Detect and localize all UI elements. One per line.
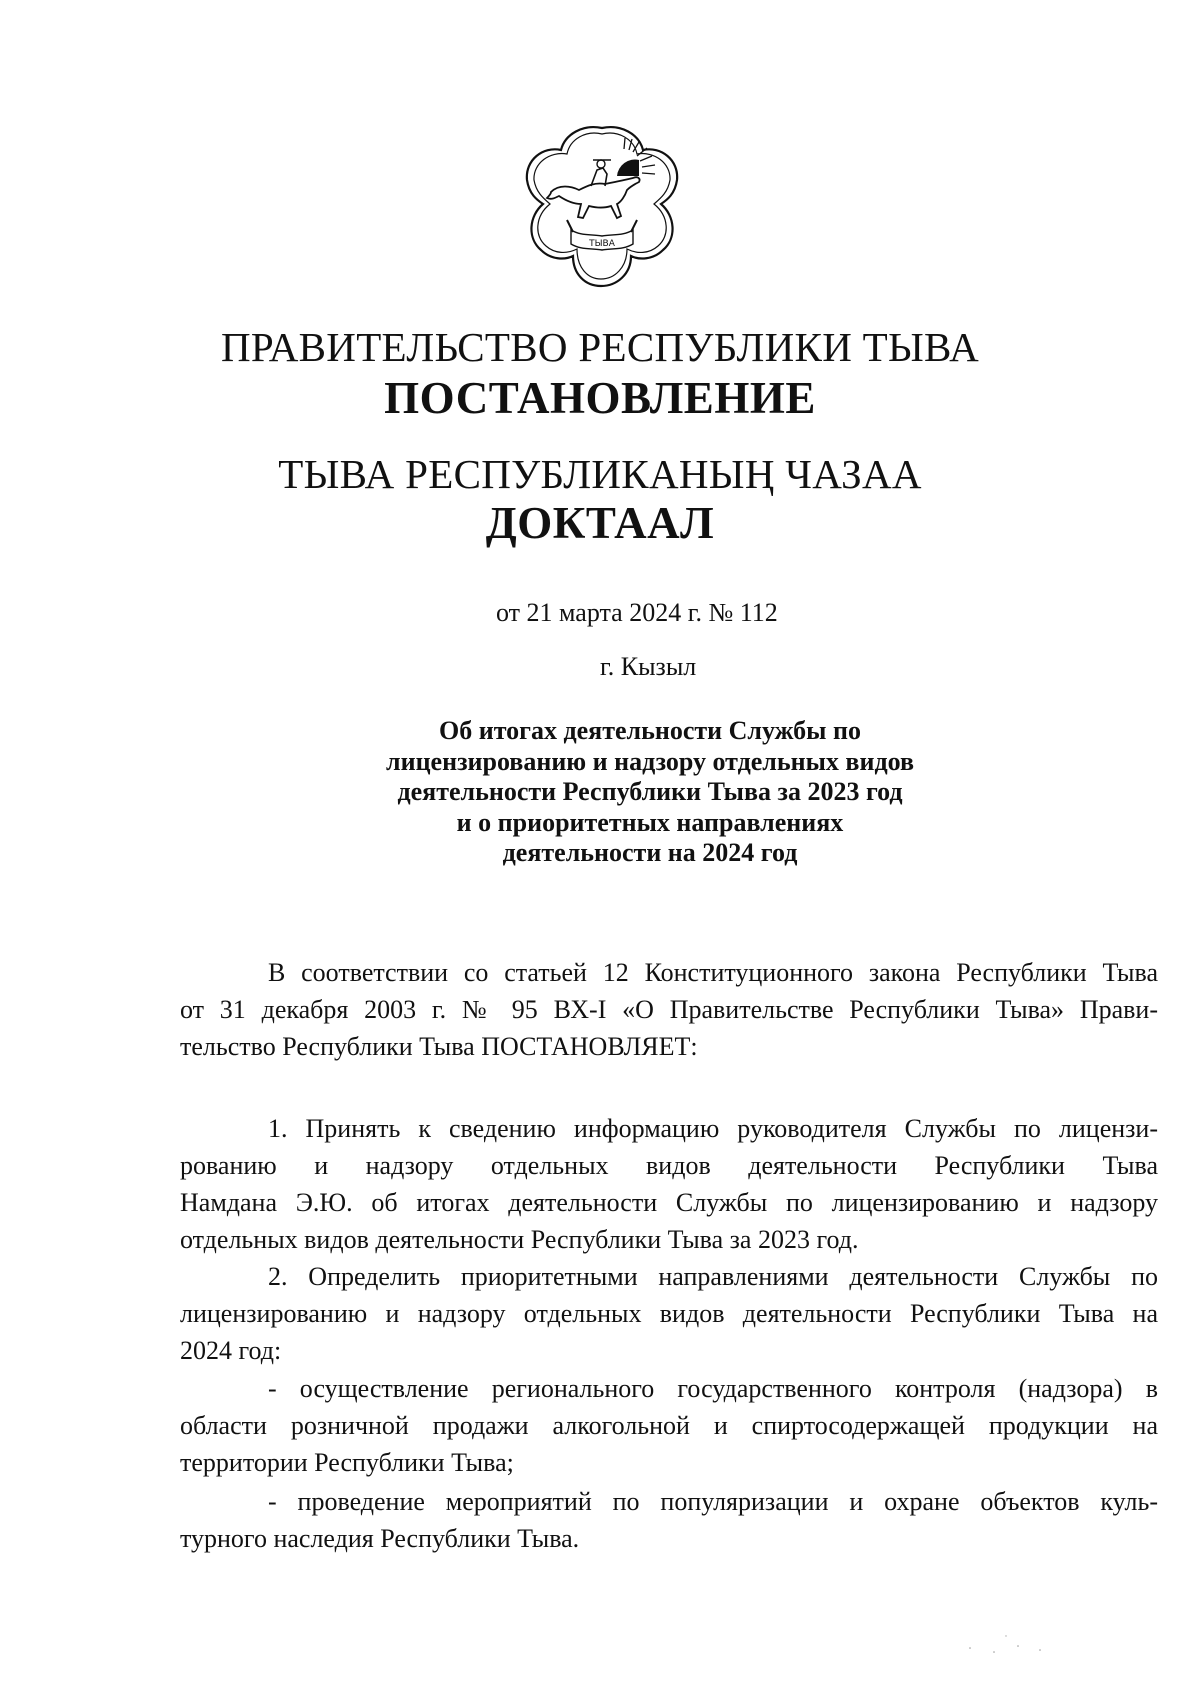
text-line: - осуществление регионального государственного контроля (надзора) в [268, 1374, 1158, 1403]
title-line: Об итогах деятельности Службы по [439, 716, 861, 745]
text-line: - проведение мероприятий по популяризации и охране объектов куль- [268, 1487, 1158, 1516]
title-line: и о приоритетных направлениях [456, 807, 844, 837]
svg-text:ТЫВА: ТЫВА [589, 239, 615, 249]
document-city: г. Кызыл [600, 652, 697, 681]
text-line: от 31 декабря 2003 г. № 95 ВХ-I «О Правительстве Республики Тыва» Прави- [180, 995, 1158, 1024]
text-line: 2024 год: [180, 1336, 282, 1365]
text-line: тельство Республики Тыва ПОСТАНОВЛЯЕТ: [180, 1032, 698, 1061]
title-line: деятельности Республики Тыва за 2023 год [397, 777, 903, 806]
text-line: турного наследия Республики Тыва. [180, 1524, 580, 1553]
document-type-ru: ПОСТАНОВЛЕНИЕ [384, 373, 816, 423]
text-line: 2. Определить приоритетными направлениями деятельности Службы по [268, 1262, 1158, 1291]
coat-of-arms-emblem [521, 120, 683, 290]
text-line: территории Республики Тыва; [180, 1448, 514, 1477]
text-line: В соответствии со статьей 12 Конституционного закона Республики Тыва [268, 958, 1158, 987]
scan-noise [960, 1630, 1080, 1670]
preamble-paragraph [180, 954, 1158, 1065]
text-line: Намдана Э.Ю. об итогах деятельности Службы по лицензированию и надзору [180, 1188, 1158, 1217]
text-line: рованию и надзору отдельных видов деятельности Республики Тыва [180, 1151, 1158, 1180]
document-type-tyv: ДОКТААЛ [485, 498, 715, 548]
text-line: 1. Принять к сведению информацию руководителя Службы по лицензи- [268, 1114, 1158, 1143]
text-line: отдельных видов деятельности Республики Тыва за 2023 год. [180, 1225, 859, 1254]
document-title [300, 716, 1000, 869]
item-1-paragraph [180, 1110, 1158, 1258]
item-2-paragraph [180, 1258, 1158, 1369]
government-name-ru: ПРАВИТЕЛЬСТВО РЕСПУБЛИКИ ТЫВА [220, 324, 980, 370]
government-name-tyv: ТЫВА РЕСПУБЛИКАНЫҢ ЧАЗАА [278, 451, 922, 497]
text-line: области розничной продажи алкогольной и спиртосодержащей продукции на [180, 1411, 1158, 1440]
priority-item-2 [180, 1483, 1158, 1557]
text-line: лицензированию и надзору отдельных видов деятельности Республики Тыва на [180, 1299, 1158, 1328]
priority-item-1 [180, 1370, 1158, 1481]
title-line: деятельности на 2024 год [502, 838, 798, 867]
document-date-number: от 21 марта 2024 г. № 112 [496, 598, 778, 627]
title-line: лицензированию и надзору отдельных видов [386, 746, 914, 776]
